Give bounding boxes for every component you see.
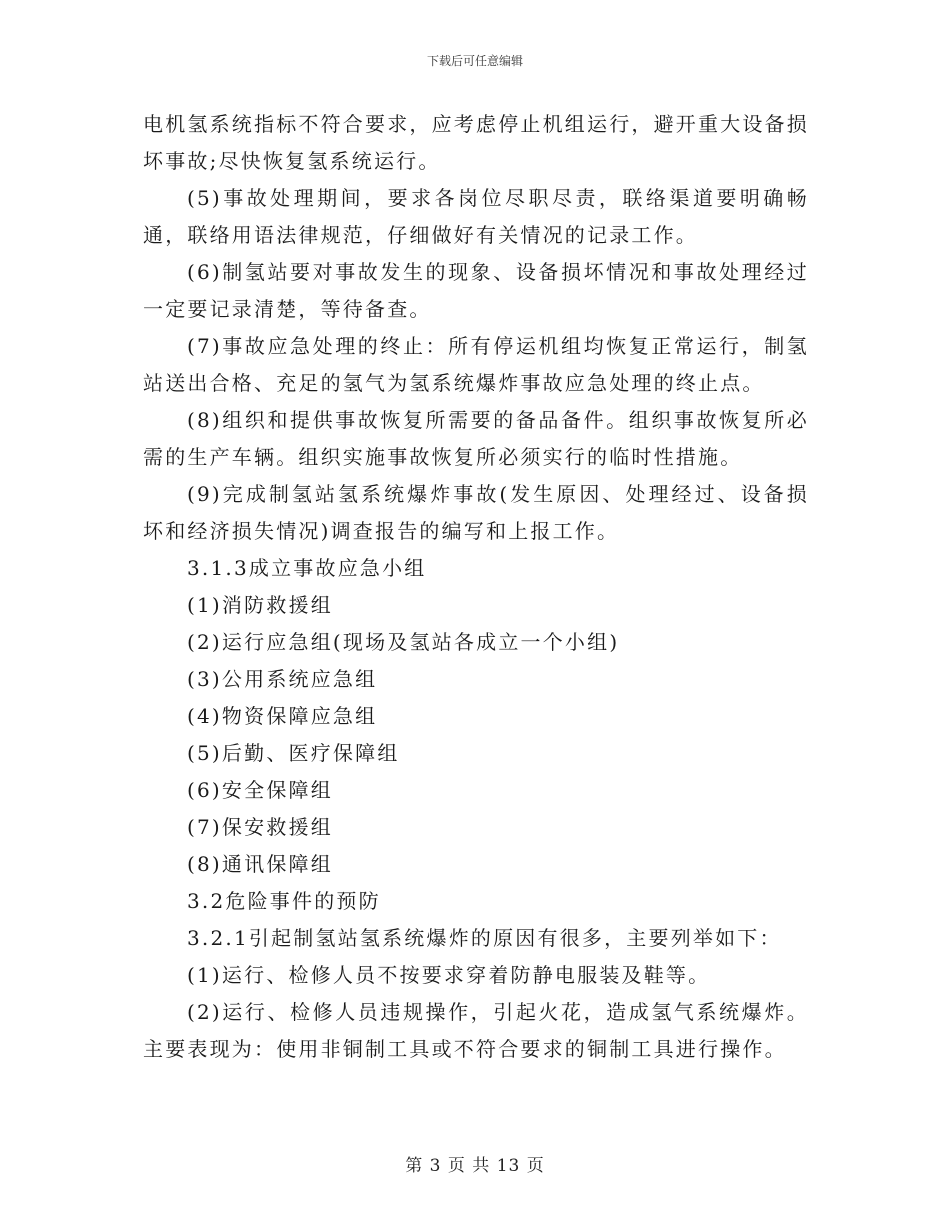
section-heading: 3.2危险事件的预防 (187, 889, 381, 913)
paragraph: (7)事故应急处理的终止：所有停运机组均恢复正常运行，制氢站送出合格、充足的氢气为氢系统爆炸事故应急处理的终止点。 (143, 334, 809, 395)
list-item: (6)安全保障组 (187, 778, 333, 802)
list-item: (1)消防救援组 (187, 593, 333, 617)
page-header: 下载后可任意编辑 (426, 54, 523, 68)
list-item: (4)物资保障应急组 (187, 704, 378, 728)
paragraph: (8)组织和提供事故恢复所需要的备品备件。组织事故恢复所必需的生产车辆。组织实施事故恢复所必须实行的临时性措施。 (143, 408, 809, 469)
footer-total-pages: 13 (496, 1156, 521, 1176)
paragraph: 电机氢系统指标不符合要求，应考虑停止机组运行，避开重大设备损坏事故;尽快恢复氢系统运行。 (143, 112, 809, 173)
list-item: (7)保安救援组 (187, 815, 333, 839)
list-item: (8)通讯保障组 (187, 852, 333, 876)
paragraph: 3.2.1引起制氢站氢系统爆炸的原因有很多，主要列举如下： (187, 926, 782, 950)
paragraph: (6)制氢站要对事故发生的现象、设备损坏情况和事故处理经过一定要记录清楚，等待备查。 (143, 260, 809, 321)
list-item: (3)公用系统应急组 (187, 667, 378, 691)
document-body (143, 106, 809, 1068)
footer-prefix: 第 (405, 1156, 424, 1176)
list-item: (1)运行、检修人员不按要求穿着防静电服装及鞋等。 (187, 963, 711, 987)
list-item: (2)运行、检修人员违规操作，引起火花，造成氢气系统爆炸。主要表现为：使用非铜制工具或不符合要求的铜制工具进行操作。 (143, 1000, 809, 1061)
footer-middle: 页 共 (447, 1156, 491, 1176)
paragraph: (5)事故处理期间，要求各岗位尽职尽责，联络渠道要明确畅通，联络用语法律规范，仔细做好有关情况的记录工作。 (143, 186, 809, 247)
page-footer (0, 1151, 950, 1176)
footer-suffix: 页 (526, 1156, 545, 1176)
list-item: (2)运行应急组(现场及氢站各成立一个小组) (187, 630, 620, 654)
list-item: (5)后勤、医疗保障组 (187, 741, 400, 765)
section-heading: 3.1.3成立事故应急小组 (187, 556, 427, 580)
paragraph: (9)完成制氢站氢系统爆炸事故(发生原因、处理经过、设备损坏和经济损失情况)调查报告的编写和上报工作。 (143, 482, 809, 543)
footer-page-number: 3 (429, 1156, 442, 1176)
